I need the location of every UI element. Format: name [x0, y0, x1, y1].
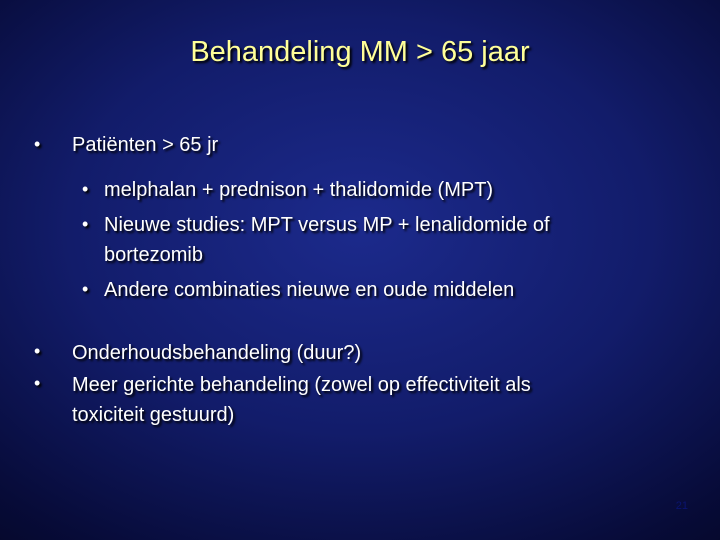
sub-bullet-text-andere-combinaties: Andere combinaties nieuwe en oude middelen — [104, 279, 515, 301]
bullet-onderhoud: • — [34, 341, 41, 361]
sub-bullet-mpt: • — [82, 179, 89, 199]
sub-bullet-text-nieuwe-studies-line2: bortezomib — [104, 244, 203, 266]
bullet-gerichte-behandeling: • — [34, 373, 41, 393]
bullet-patienten: • — [34, 134, 41, 154]
page-number: 21 — [675, 500, 688, 512]
sub-bullet-nieuwe-studies: • — [82, 214, 89, 234]
bullet-text-gerichte-behandeling-line1: Meer gerichte behandeling (zowel op effectiviteit als — [72, 374, 531, 396]
bullet-text-onderhoud: Onderhoudsbehandeling (duur?) — [72, 342, 362, 364]
bullet-text-patienten: Patiënten > 65 jr — [72, 134, 219, 156]
sub-bullet-text-mpt: melphalan + prednison + thalidomide (MPT) — [104, 179, 494, 201]
sub-bullet-text-nieuwe-studies-line1: Nieuwe studies: MPT versus MP + lenalidomide of — [104, 214, 550, 236]
bullet-text-gerichte-behandeling-line2: toxiciteit gestuurd) — [72, 404, 235, 426]
sub-bullet-andere-combinaties: • — [82, 279, 89, 299]
slide-title: Behandeling MM > 65 jaar — [190, 36, 530, 68]
